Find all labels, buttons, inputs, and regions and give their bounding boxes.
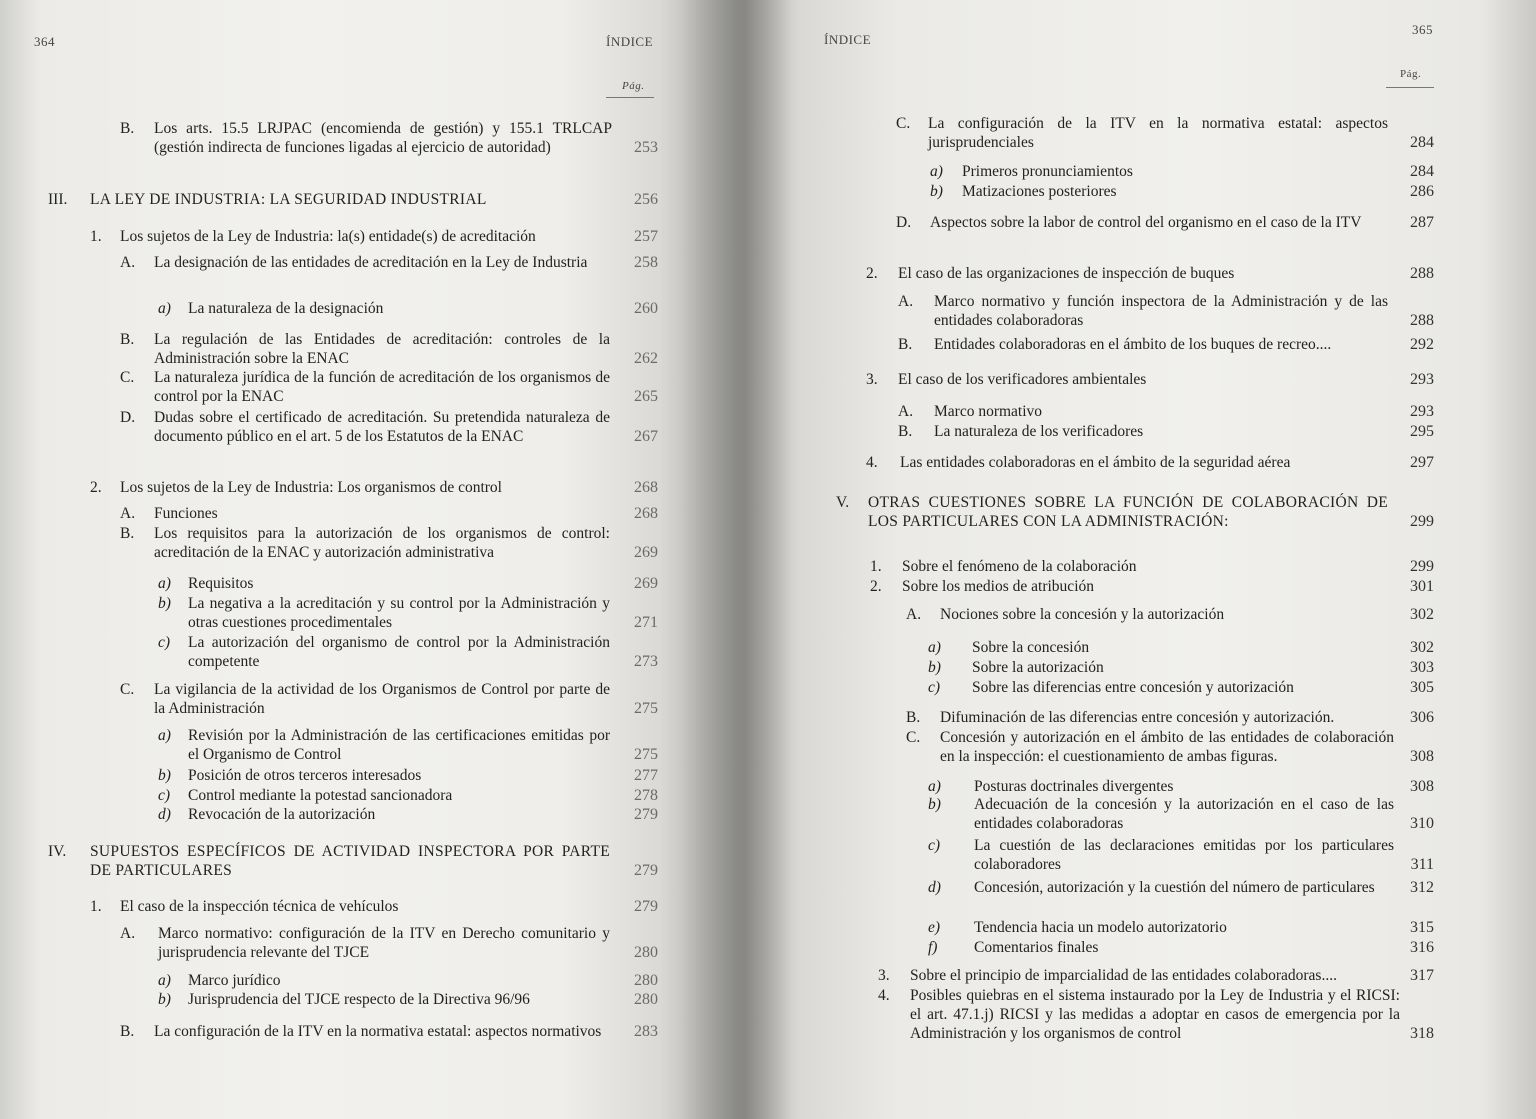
toc-entry-title: Nociones sobre la concesión y la autorización <box>940 606 1225 623</box>
toc-entry-title: La vigilancia de la actividad de los Organismos de Control por parte de la Administración <box>154 681 610 717</box>
pag-label: Pág. <box>1400 68 1422 80</box>
toc-entry-title: La autorización del organismo de control por la Administración competente <box>188 634 610 670</box>
toc-entry-number: 2. <box>866 265 878 282</box>
toc-entry-title: La negativa a la acreditación y su control por la Administración y otras cuestiones procedimentales <box>188 595 610 631</box>
toc-entry-title: Concesión y autorización en el ámbito de las entidades de colaboración en la inspección: el cuestionamiento de ambas figuras. <box>940 729 1394 765</box>
toc-entry-number: A. <box>906 606 922 623</box>
toc-entry-page: 312 <box>1410 879 1434 896</box>
toc-entry-page: 295 <box>1410 423 1434 440</box>
toc-entry-number: b) <box>930 183 943 200</box>
toc-entry-page: 268 <box>634 479 658 496</box>
toc-entry-title: Marco normativo: configuración de la ITV en Derecho comunitario y jurisprudencia relevante del TJCE <box>158 925 610 961</box>
toc-entry-number: C. <box>120 681 135 698</box>
toc-entry-page: 286 <box>1410 183 1434 200</box>
toc-entry-number: b) <box>158 767 171 784</box>
toc-entry-page: 317 <box>1410 967 1434 984</box>
toc-entry-title: Concesión, autorización y la cuestión del número de particulares <box>974 879 1375 896</box>
toc-entry-number: e) <box>928 919 941 936</box>
toc-entry-page: 310 <box>1410 815 1434 832</box>
toc-entry-number: c) <box>928 679 941 696</box>
toc-entry-page: 288 <box>1410 265 1434 282</box>
toc-entry-title: Aspectos sobre la labor de control del organismo en el caso de la ITV <box>930 214 1362 231</box>
toc-entry-title: El caso de la inspección técnica de vehículos <box>120 898 399 915</box>
toc-entry-number: d) <box>928 879 941 896</box>
toc-entry-title: Posición de otros terceros interesados <box>188 767 422 784</box>
toc-entry-title: SUPUESTOS ESPECÍFICOS DE ACTIVIDAD INSPECTORA POR PARTE DE PARTICULARES <box>90 843 610 879</box>
toc-entry-title: Tendencia hacia un modelo autorizatorio <box>974 919 1227 936</box>
pag-label: Pág. <box>622 80 645 92</box>
toc-entry-title: Adecuación de la concesión y la autorización en el caso de las entidades colaboradoras <box>974 796 1394 832</box>
toc-entry-number: A. <box>898 403 914 420</box>
toc-entry-page: 257 <box>634 228 658 245</box>
toc-entry-page: 318 <box>1410 1025 1434 1042</box>
toc-entry-number: D. <box>120 409 136 426</box>
toc-entry-page: 277 <box>634 767 658 784</box>
right-page <box>760 0 1536 1119</box>
toc-entry-page: 265 <box>634 388 658 405</box>
toc-entry-page: 275 <box>634 700 658 717</box>
toc-entry-page: 301 <box>1410 578 1434 595</box>
toc-entry-title: Sobre los medios de atribución <box>902 578 1094 595</box>
toc-entry-title: La regulación de las Entidades de acreditación: controles de la Administración sobre la ENAC <box>154 331 610 367</box>
toc-entry-page: 297 <box>1410 454 1434 471</box>
toc-entry-title: Los requisitos para la autorización de los organismos de control: acreditación de la ENAC y autorización administrativa <box>154 525 610 561</box>
toc-entry-number: A. <box>120 925 136 942</box>
toc-entry-number: 2. <box>870 578 882 595</box>
toc-entry-page: 278 <box>634 787 658 804</box>
toc-entry-title: Posturas doctrinales divergentes <box>974 778 1174 795</box>
toc-entry-number: 4. <box>878 987 890 1004</box>
toc-entry-number: 1. <box>90 898 102 915</box>
toc-entry-number: 4. <box>866 454 878 471</box>
running-head: ÍNDICE <box>606 34 654 49</box>
toc-entry-title: Posibles quiebras en el sistema instaurado por la Ley de Industria y el RICSI: el art. 47.1.j) RICSI y las medidas a adoptar en casos de emergencia por la Administración y los organismos de control <box>910 987 1400 1042</box>
toc-entry-number: c) <box>928 837 941 854</box>
toc-entry-number: a) <box>158 727 171 744</box>
toc-entry-number: D. <box>896 214 912 231</box>
toc-entry-number: B. <box>906 709 921 726</box>
toc-entry-number: B. <box>898 423 913 440</box>
toc-entry-title: Sobre el fenómeno de la colaboración <box>902 558 1137 575</box>
toc-entry-number: B. <box>898 336 913 353</box>
toc-entry-title: Revocación de la autorización <box>188 806 376 823</box>
toc-entry-page: 302 <box>1410 639 1434 656</box>
toc-entry-page: 267 <box>634 428 658 445</box>
toc-entry-page: 275 <box>634 746 658 763</box>
toc-entry-title: La naturaleza jurídica de la función de acreditación de los organismos de control por la ENAC <box>154 369 610 405</box>
toc-entry-title: Primeros pronunciamientos <box>962 163 1133 180</box>
toc-entry-title: Jurisprudencia del TJCE respecto de la Directiva 96/96 <box>188 991 530 1008</box>
toc-entry-title: Comentarios finales <box>974 939 1099 956</box>
toc-entry-title: Los arts. 15.5 LRJPAC (encomienda de gestión) y 155.1 TRLCAP (gestión indirecta de funciones ligadas al ejercicio de autoridad) <box>154 120 612 156</box>
toc-entry-page: 308 <box>1410 778 1434 795</box>
toc-entry-title: Marco jurídico <box>188 972 281 989</box>
toc-entry-number: c) <box>158 634 171 651</box>
toc-entry-title: Difuminación de las diferencias entre concesión y autorización. <box>940 709 1335 726</box>
toc-entry-page: 293 <box>1410 371 1434 388</box>
toc-entry-page: 283 <box>634 1023 658 1040</box>
toc-entry-title: El caso de las organizaciones de inspección de buques <box>898 265 1235 282</box>
toc-entry-title: La naturaleza de la designación <box>188 300 384 317</box>
toc-entry-title: Marco normativo y función inspectora de la Administración y de las entidades colaboradoras <box>934 293 1388 329</box>
toc-entry-page: 305 <box>1410 679 1434 696</box>
toc-entry-page: 284 <box>1410 134 1434 151</box>
toc-entry-title: La cuestión de las declaraciones emitidas por los particulares colaboradores <box>974 837 1394 873</box>
toc-entry-title: Sobre el principio de imparcialidad de las entidades colaboradoras.... <box>910 967 1337 984</box>
running-head: ÍNDICE <box>824 32 872 47</box>
toc-entry-title: Matizaciones posteriores <box>962 183 1117 200</box>
toc-entry-number: 2. <box>90 479 102 496</box>
toc-entry-page: 271 <box>634 614 658 631</box>
toc-entry-page: 258 <box>634 254 658 271</box>
toc-entry-number: A. <box>898 293 914 310</box>
toc-entry-number: B. <box>120 331 135 348</box>
toc-entry-number: a) <box>928 778 941 795</box>
toc-entry-title: LA LEY DE INDUSTRIA: LA SEGURIDAD INDUSTRIAL <box>90 191 487 208</box>
toc-entry-page: 299 <box>1410 558 1434 575</box>
toc-entry-title: El caso de los verificadores ambientales <box>898 371 1147 388</box>
toc-entry-title: Sobre las diferencias entre concesión y autorización <box>972 679 1294 696</box>
toc-entry-number: b) <box>928 796 941 813</box>
toc-entry-title: Dudas sobre el certificado de acreditación. Su pretendida naturaleza de documento público en el art. 5 de los Estatutos de la ENAC <box>154 409 610 445</box>
toc-entry-title: OTRAS CUESTIONES SOBRE LA FUNCIÓN DE COLABORACIÓN DE LOS PARTICULARES CON LA ADMINISTRACIÓN: <box>868 494 1388 530</box>
toc-entry-number: f) <box>928 939 938 956</box>
toc-entry-page: 256 <box>634 191 658 208</box>
toc-entry-page: 273 <box>634 653 658 670</box>
toc-entry-number: a) <box>930 163 943 180</box>
toc-entry-number: a) <box>158 300 171 317</box>
pag-rule <box>1386 87 1434 88</box>
toc-entry-title: La configuración de la ITV en la normativa estatal: aspectos normativos <box>154 1023 602 1040</box>
toc-entry-number: V. <box>836 494 850 511</box>
toc-entry-page: 279 <box>634 862 658 879</box>
toc-entry-title: Revisión por la Administración de las certificaciones emitidas por el Organismo de Control <box>188 727 610 763</box>
toc-entry-title: Funciones <box>154 505 218 522</box>
toc-entry-title: Sobre la concesión <box>972 639 1090 656</box>
page-number: 365 <box>1412 22 1433 37</box>
toc-entry-page: 280 <box>634 991 658 1008</box>
toc-entry-number: IV. <box>48 843 67 860</box>
toc-entry-page: 253 <box>634 139 658 156</box>
toc-entry-title: La naturaleza de los verificadores <box>934 423 1144 440</box>
toc-entry-number: 1. <box>870 558 882 575</box>
toc-entry-number: a) <box>158 972 171 989</box>
toc-entry-number: C. <box>896 115 911 132</box>
toc-entry-page: 299 <box>1410 513 1434 530</box>
toc-entry-title: Las entidades colaboradoras en el ámbito de la seguridad aérea <box>900 454 1291 471</box>
toc-entry-number: a) <box>158 575 171 592</box>
toc-entry-title: La designación de las entidades de acreditación en la Ley de Industria <box>154 254 588 271</box>
toc-entry-page: 306 <box>1410 709 1434 726</box>
toc-entry-number: III. <box>48 191 68 208</box>
toc-entry-page: 260 <box>634 300 658 317</box>
toc-entry-page: 262 <box>634 350 658 367</box>
toc-entry-page: 284 <box>1410 163 1434 180</box>
pag-rule <box>606 97 654 98</box>
toc-entry-number: b) <box>158 991 171 1008</box>
toc-entry-number: 3. <box>878 967 890 984</box>
toc-entry-title: Los sujetos de la Ley de Industria: Los organismos de control <box>120 479 502 496</box>
toc-entry-page: 288 <box>1410 312 1434 329</box>
toc-entry-number: A. <box>120 254 136 271</box>
toc-entry-page: 293 <box>1410 403 1434 420</box>
toc-entry-page: 316 <box>1410 939 1434 956</box>
toc-entry-title: Control mediante la potestad sancionadora <box>188 787 453 804</box>
toc-entry-page: 269 <box>634 575 658 592</box>
toc-entry-title: Sobre la autorización <box>972 659 1104 676</box>
left-page <box>0 0 760 1119</box>
toc-entry-page: 280 <box>634 944 658 961</box>
toc-entry-number: C. <box>906 729 921 746</box>
toc-entry-number: c) <box>158 787 171 804</box>
toc-entry-number: B. <box>120 1023 135 1040</box>
toc-entry-number: a) <box>928 639 941 656</box>
toc-entry-page: 311 <box>1410 856 1434 873</box>
toc-entry-title: Entidades colaboradoras en el ámbito de los buques de recreo.... <box>934 336 1332 353</box>
toc-entry-number: B. <box>120 525 135 542</box>
toc-entry-page: 308 <box>1410 748 1434 765</box>
toc-entry-page: 268 <box>634 505 658 522</box>
toc-entry-page: 303 <box>1410 659 1434 676</box>
toc-entry-number: b) <box>158 595 171 612</box>
toc-entry-number: 3. <box>866 371 878 388</box>
toc-entry-title: Marco normativo <box>934 403 1043 420</box>
toc-entry-page: 279 <box>634 806 658 823</box>
toc-entry-number: B. <box>120 120 135 137</box>
toc-entry-title: La configuración de la ITV en la normativa estatal: aspectos jurisprudenciales <box>928 115 1388 151</box>
toc-entry-page: 302 <box>1410 606 1434 623</box>
toc-entry-title: Requisitos <box>188 575 254 592</box>
toc-entry-page: 292 <box>1410 336 1434 353</box>
toc-entry-title: Los sujetos de la Ley de Industria: la(s) entidade(s) de acreditación <box>120 228 536 245</box>
toc-entry-page: 287 <box>1410 214 1434 231</box>
toc-entry-number: d) <box>158 806 171 823</box>
toc-entry-number: C. <box>120 369 135 386</box>
toc-entry-page: 315 <box>1410 919 1434 936</box>
toc-entry-number: b) <box>928 659 941 676</box>
page-number: 364 <box>34 34 55 49</box>
toc-entry-page: 279 <box>634 898 658 915</box>
toc-entry-number: A. <box>120 505 136 522</box>
toc-entry-page: 280 <box>634 972 658 989</box>
toc-entry-page: 269 <box>634 544 658 561</box>
toc-entry-number: 1. <box>90 228 102 245</box>
